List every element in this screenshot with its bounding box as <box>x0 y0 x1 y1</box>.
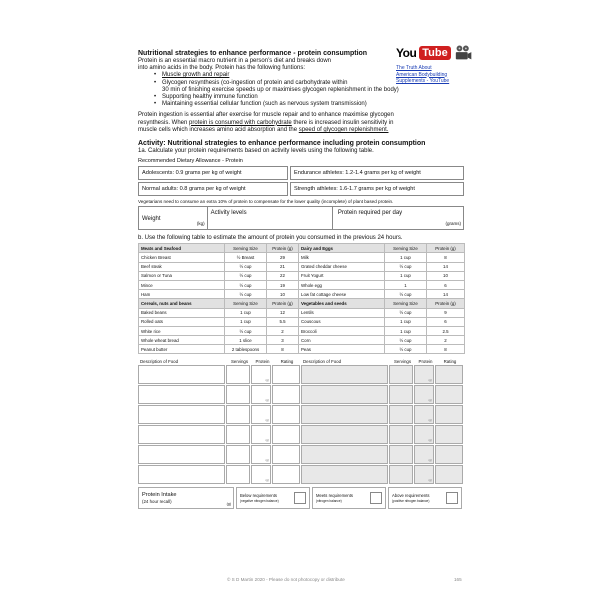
option-title: Below requirements <box>240 492 278 498</box>
servings-input[interactable] <box>389 445 413 464</box>
protein-input[interactable] <box>251 465 271 484</box>
table-header-cell: Vegetables and seeds <box>299 299 385 308</box>
table-row <box>139 280 465 289</box>
activity-level-field[interactable] <box>208 207 333 229</box>
table-cell: 1 slice <box>225 336 267 345</box>
rda-label: Recommended Dietary Allowance - Protein <box>138 158 243 165</box>
activity-level-label: Activity levels <box>210 210 247 217</box>
above-requirements-checkbox[interactable] <box>446 492 458 504</box>
record-row <box>138 405 464 424</box>
protein-input[interactable] <box>414 405 434 424</box>
table-cell: 1 cup <box>385 271 427 280</box>
rating-input[interactable] <box>272 445 300 464</box>
record-row <box>138 365 464 384</box>
record-row <box>138 385 464 404</box>
rda-cell: Adolescents: 0.9 grams per kg of weight <box>138 166 288 180</box>
table-cell: 14 <box>427 262 465 271</box>
option-title: Meets requirements <box>316 492 354 498</box>
table-cell: Mince <box>139 280 225 289</box>
table-header-cell: Protein (g) <box>267 244 299 253</box>
table-section-header <box>139 299 465 308</box>
table-cell: ½ cup <box>385 308 427 317</box>
table-cell: Beef steak <box>139 262 225 271</box>
youtube-logo-you: You <box>396 46 417 60</box>
protein-intake-summary <box>138 487 464 509</box>
table-cell: Corn <box>299 336 385 345</box>
intake-subtitle: (24 hour recall) <box>142 498 172 504</box>
record-rating-header: Rating <box>280 358 294 364</box>
table-section-header <box>139 244 465 253</box>
table-cell: 29 <box>267 253 299 262</box>
servings-input[interactable] <box>389 425 413 444</box>
intake-unit: (g) <box>226 501 231 506</box>
table-cell: 8 <box>427 345 465 354</box>
record-row <box>138 425 464 444</box>
rating-input[interactable] <box>272 385 300 404</box>
table-cell: Ham <box>139 290 225 299</box>
table-row <box>139 290 465 299</box>
paragraph-line: Protein ingestion is essential after exercise for muscle repair and to enhance maximise glycogen <box>138 112 394 119</box>
record-servings-header: Servings <box>230 358 249 364</box>
vegetarian-note: Vegetarians need to consume an extra 10% of protein to compensate for the lower quality (incomplete) of plant based protein. <box>138 199 394 205</box>
rating-input[interactable] <box>272 365 300 384</box>
table-header-cell: Serving Size <box>225 244 267 253</box>
copyright-text: © S D Martin 2020 - Please do not photocopy or distribute <box>227 577 345 582</box>
page-number: 165 <box>454 577 462 582</box>
record-servings-header: Servings <box>393 358 412 364</box>
list-item: • Maintaining essential cellular function (such as nervous system transmission) <box>154 101 464 108</box>
protein-input[interactable] <box>414 425 434 444</box>
table-cell: Couscous <box>299 317 385 326</box>
table-cell: White rice <box>139 326 225 335</box>
table-row <box>139 317 465 326</box>
protein-input[interactable] <box>251 405 271 424</box>
table-cell: Peanut butter <box>139 345 225 354</box>
record-header <box>138 357 464 365</box>
table-cell: 12 <box>267 308 299 317</box>
table-cell: 21 <box>267 262 299 271</box>
record-protein-header: Protein <box>418 358 433 364</box>
activity-instruction: 1a. Calculate your protein requirements based on activity levels using the following table. <box>138 148 374 155</box>
rating-input[interactable] <box>435 365 463 384</box>
rda-grid <box>138 166 464 196</box>
rating-input[interactable] <box>272 405 300 424</box>
protein-input[interactable] <box>414 465 434 484</box>
table-cell: ½ cup <box>385 290 427 299</box>
table-cell: Low fat cottage cheese <box>299 290 385 299</box>
record-protein-header: Protein <box>255 358 270 364</box>
option-subtitle: (negative nitrogen balance) <box>240 498 279 503</box>
table-cell: 19 <box>267 280 299 289</box>
protein-input[interactable] <box>251 425 271 444</box>
food-description-input[interactable] <box>301 365 388 384</box>
food-description-input[interactable] <box>138 465 225 484</box>
food-description-input[interactable] <box>138 365 225 384</box>
table-row <box>139 271 465 280</box>
protein-input[interactable] <box>251 385 271 404</box>
protein-input[interactable] <box>251 445 271 464</box>
intro-line: Protein is an essential macro nutrient in a person’s diet and breaks down <box>138 58 331 64</box>
table-cell: 1 cup <box>225 308 267 317</box>
table-cell: ½ Breast <box>225 253 267 262</box>
table-header-cell: Protein (g) <box>427 244 465 253</box>
table-cell: 1 cup <box>225 317 267 326</box>
option-title: Above requirements <box>392 492 430 498</box>
food-description-input[interactable] <box>138 445 225 464</box>
table-cell: 2 <box>267 326 299 335</box>
table-row <box>139 336 465 345</box>
youtube-link-line[interactable]: The Truth About <box>396 65 432 71</box>
table-instruction: b. Use the following table to estimate the amount of protein you consumed in the previous 24 hours. <box>138 235 403 242</box>
food-description-input[interactable] <box>301 425 388 444</box>
protein-required-unit: (grams) <box>445 221 461 227</box>
table-cell: 1 cup <box>385 317 427 326</box>
table-cell: ½ cup <box>385 262 427 271</box>
table-cell: Chicken Breast <box>139 253 225 262</box>
table-header-cell: Meats and Seafood <box>139 244 225 253</box>
food-description-input[interactable] <box>301 465 388 484</box>
protein-required-label: Protein required per day <box>337 210 403 217</box>
option-subtitle: (positive nitrogen balance) <box>392 498 430 503</box>
protein-required-field[interactable] <box>333 207 463 229</box>
food-description-input[interactable] <box>301 405 388 424</box>
table-cell: 5.5 <box>267 317 299 326</box>
below-requirements-option[interactable] <box>236 487 310 509</box>
table-header-cell: Serving Size <box>225 299 267 308</box>
weight-field[interactable] <box>139 207 208 229</box>
table-header-cell: Serving Size <box>385 244 427 253</box>
food-description-input[interactable] <box>138 425 225 444</box>
youtube-link-line[interactable]: American Bodybuilding <box>396 71 448 78</box>
table-row <box>139 253 465 262</box>
table-header-cell: Protein (g) <box>267 299 299 308</box>
rda-cell: Normal adults: 0.8 grams per kg of weight <box>138 182 288 196</box>
record-row <box>138 465 464 484</box>
paragraph-line: muscle cells which increases amino acid absorption and the speed of glycogen replenishment. <box>138 126 389 133</box>
protein-functions-list <box>154 72 464 108</box>
table-header-cell: Protein (g) <box>427 299 465 308</box>
paragraph-line: resynthesis. When protein is consumed with carbohydrate there is increased insulin sensitivity in <box>138 119 394 126</box>
meets-requirements-checkbox[interactable] <box>370 492 382 504</box>
record-desc-header: Description of Food <box>140 358 179 364</box>
rda-cell: Endurance athletes: 1.2-1.4 grams per kg of weight <box>290 166 464 180</box>
food-description-input[interactable] <box>301 445 388 464</box>
servings-input[interactable] <box>226 465 250 484</box>
table-cell: Whole wheat bread <box>139 336 225 345</box>
protein-input[interactable] <box>414 365 434 384</box>
food-description-input[interactable] <box>301 385 388 404</box>
rating-input[interactable] <box>272 425 300 444</box>
table-cell: 1 <box>385 280 427 289</box>
table-cell: ½ cup <box>225 280 267 289</box>
table-cell: 1 cup <box>385 253 427 262</box>
table-cell: Peas <box>299 345 385 354</box>
table-cell: 6 <box>427 280 465 289</box>
table-cell: 10 <box>267 290 299 299</box>
table-header-cell: Dairy and Eggs <box>299 244 385 253</box>
table-cell: 1 cup <box>385 326 427 335</box>
protein-input[interactable] <box>414 445 434 464</box>
record-row <box>138 445 464 464</box>
table-cell: 10 <box>427 271 465 280</box>
table-cell: ½ cup <box>385 345 427 354</box>
table-cell: ½ cup <box>225 271 267 280</box>
table-cell: Salmon or Tuna <box>139 271 225 280</box>
table-cell: 6 <box>427 317 465 326</box>
protein-intake-total-field[interactable] <box>138 487 234 509</box>
servings-input[interactable] <box>389 405 413 424</box>
table-cell: 3 <box>267 336 299 345</box>
protein-input[interactable] <box>251 365 271 384</box>
table-cell: 9 <box>427 308 465 317</box>
option-subtitle: (nitrogen balance) <box>316 498 342 503</box>
record-desc-header: Description of Food <box>303 358 342 364</box>
table-cell: 14 <box>427 290 465 299</box>
meets-requirements-option[interactable] <box>312 487 386 509</box>
worksheet-page <box>138 50 464 509</box>
servings-input[interactable] <box>389 465 413 484</box>
rating-input[interactable] <box>435 445 463 464</box>
list-item: • Muscle growth and repair <box>154 72 464 79</box>
table-cell: Whole egg <box>299 280 385 289</box>
food-description-input[interactable] <box>138 405 225 424</box>
servings-input[interactable] <box>389 385 413 404</box>
servings-input[interactable] <box>226 405 250 424</box>
table-cell: ½ cup <box>225 262 267 271</box>
above-requirements-option[interactable] <box>388 487 462 509</box>
food-description-input[interactable] <box>138 385 225 404</box>
rating-input[interactable] <box>435 425 463 444</box>
section-title: Nutritional strategies to enhance performance - protein consumption <box>138 50 368 57</box>
weight-label: Weight <box>142 216 161 223</box>
table-cell: 22 <box>267 271 299 280</box>
table-cell: ½ cup <box>225 326 267 335</box>
table-header-cell: Serving Size <box>385 299 427 308</box>
table-cell: Milk <box>299 253 385 262</box>
servings-input[interactable] <box>226 385 250 404</box>
table-cell: ½ cup <box>225 290 267 299</box>
servings-input[interactable] <box>226 425 250 444</box>
table-cell: Baked beans <box>139 308 225 317</box>
table-cell: 8 <box>427 253 465 262</box>
rating-input[interactable] <box>272 465 300 484</box>
list-item: • Glycogen resynthesis (co-ingestion of protein and carbohydrate within 30 min of finishing exercise speeds up or maximises glycogen replenishment in the body) <box>154 80 464 94</box>
rating-input[interactable] <box>435 385 463 404</box>
rating-input[interactable] <box>435 465 463 484</box>
table-row <box>139 262 465 271</box>
protein-food-table <box>138 243 465 354</box>
intro-line: into amino acids in the body. Protein has the following funtions: <box>138 65 305 72</box>
intake-title: Protein Intake <box>142 491 177 498</box>
record-rating-header: Rating <box>443 358 457 364</box>
table-header-cell: Cereals, nuts and beans <box>139 299 225 308</box>
table-cell: 8 <box>267 345 299 354</box>
table-cell: ½ cup <box>385 336 427 345</box>
protein-input[interactable] <box>414 385 434 404</box>
table-cell: Rolled oats <box>139 317 225 326</box>
servings-input[interactable] <box>389 365 413 384</box>
table-row <box>139 345 465 354</box>
weight-unit: (kg) <box>196 221 205 227</box>
youtube-link-line[interactable]: Supplements - YouTube <box>396 78 450 84</box>
table-cell: 2.5 <box>427 326 465 335</box>
table-row <box>139 326 465 335</box>
table-cell: Grated cheddar cheese <box>299 262 385 271</box>
servings-input[interactable] <box>226 445 250 464</box>
table-cell: Lentils <box>299 308 385 317</box>
food-record-grid <box>138 365 464 484</box>
table-cell: 2 tablespoons <box>225 345 267 354</box>
table-cell: Fruit Yogurt <box>299 271 385 280</box>
activity-title: Activity: Nutritional strategies to enhance performance including protein consumption <box>138 140 426 148</box>
rda-cell: Strength athletes: 1.6-1.7 grams per kg of weight <box>290 182 464 196</box>
servings-input[interactable] <box>226 365 250 384</box>
below-requirements-checkbox[interactable] <box>294 492 306 504</box>
table-cell: 2 <box>427 336 465 345</box>
list-item: • Supporting healthy immune function <box>154 94 464 101</box>
protein-calculation-row <box>138 206 464 230</box>
rating-input[interactable] <box>435 405 463 424</box>
youtube-logo-tube: Tube <box>419 46 450 60</box>
table-row <box>139 308 465 317</box>
table-cell: Broccoli <box>299 326 385 335</box>
